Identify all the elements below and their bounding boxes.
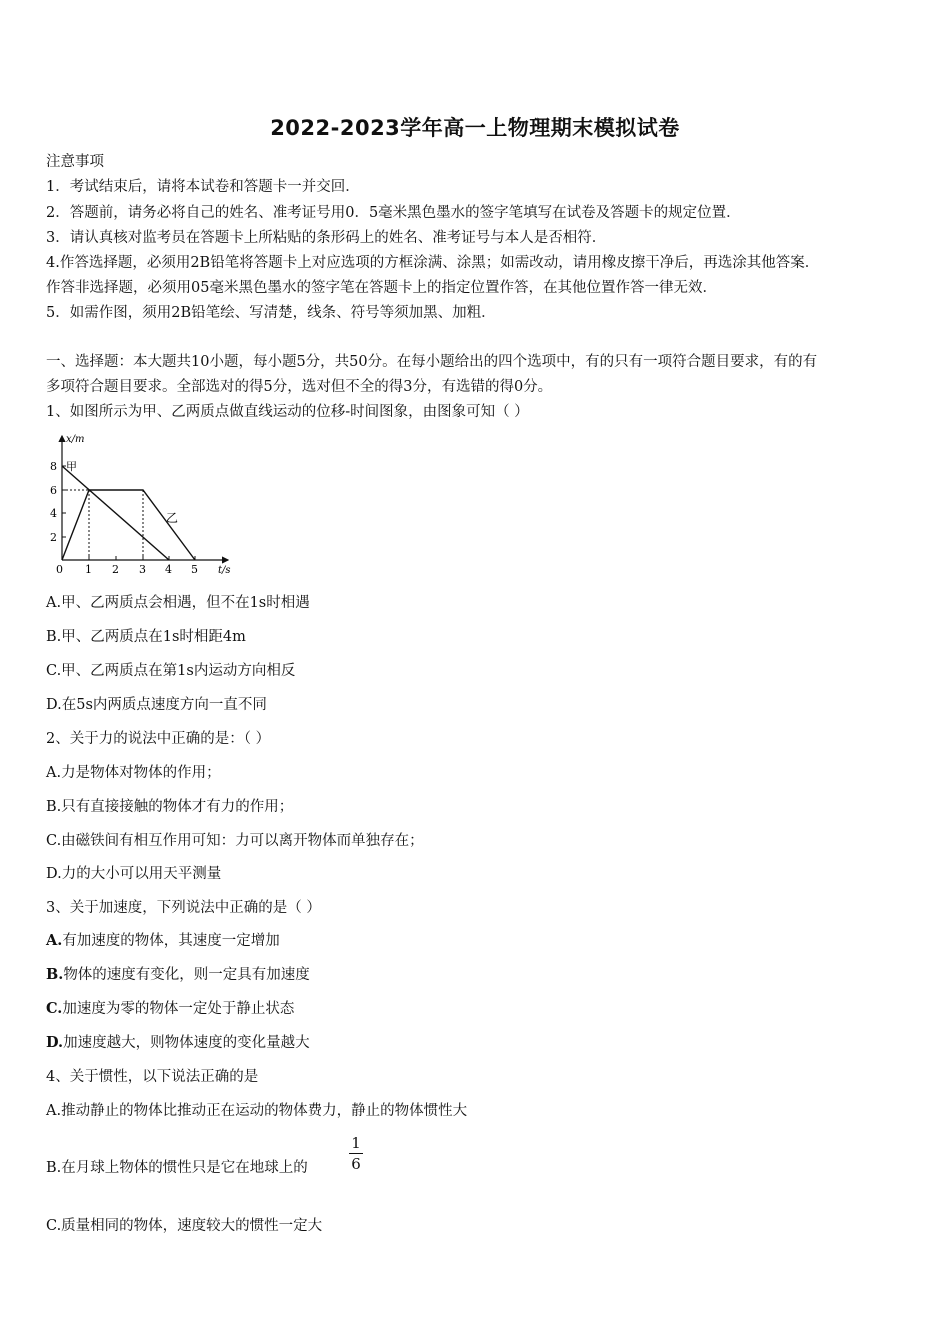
notice-item: 3．请认真核对监考员在答题卡上所粘贴的条形码上的姓名、准考证号与本人是否相符． [46, 230, 607, 246]
notice-item: 2．答题前，请务必将自己的姓名、准考证号用0．5毫米黑色墨水的签字笔填写在试卷及答题卡的规定位置． [46, 205, 741, 221]
x-tick-label: 5 [191, 563, 198, 576]
fraction-numerator: 1 [351, 1134, 361, 1152]
q1-option-b: B.甲、乙两质点在1s时相距4m [46, 629, 246, 645]
q3-option-b: B.物体的速度有变化，则一定具有加速度 [46, 966, 310, 983]
q2-option-b: B.只有直接接触的物体才有力的作用； [46, 799, 294, 815]
x-tick-label: 3 [139, 563, 146, 576]
label-jia: 甲 [66, 460, 77, 473]
label-yi: 乙 [166, 511, 179, 525]
fraction-one-sixth [349, 1134, 363, 1173]
x-tick-label: 1 [85, 563, 92, 576]
x-axis-label: t/s [218, 565, 231, 576]
y-tick-label: 8 [50, 460, 57, 473]
q1-option-d: D.在5s内两质点速度方向一直不同 [46, 697, 267, 713]
notice-item: 1．考试结束后，请将本试卷和答题卡一并交回． [46, 179, 360, 195]
q2-option-c: C.由磁铁间有相互作用可知：力可以离开物体而单独存在； [46, 833, 424, 849]
x-tick-label: 4 [165, 563, 172, 576]
q3-option-d: D.加速度越大，则物体速度的变化量越大 [46, 1034, 310, 1051]
page-title: 2022-2023学年高一上物理期末模拟试卷 [270, 116, 680, 140]
question-2-stem: 2、关于力的说法中正确的是：（ ） [46, 731, 271, 747]
fraction-denominator: 6 [351, 1155, 361, 1173]
notice-heading: 注意事项 [46, 154, 104, 170]
section-heading: 一、选择题：本大题共10小题，每小题5分，共50分。在每小题给出的四个选项中，有的只有一项符合题目要求，有的有 [46, 354, 818, 370]
line-jia [62, 466, 169, 560]
q1-option-a: A.甲、乙两质点会相遇，但不在1s时相遇 [46, 595, 310, 611]
y-axis-label: x/m [66, 434, 85, 445]
section-heading-cont: 多项符合题目要求。全部选对的得5分，选对但不全的得3分，有选错的得0分。 [46, 379, 553, 395]
q4-option-c: C.质量相同的物体，速度较大的惯性一定大 [46, 1218, 323, 1234]
q2-option-a: A.力是物体对物体的作用； [46, 765, 221, 781]
question-3-stem: 3、关于加速度，下列说法中正确的是（ ） [46, 900, 321, 916]
y-tick-label: 6 [50, 484, 57, 497]
q4-option-a: A.推动静止的物体比推动正在运动的物体费力，静止的物体惯性大 [46, 1103, 468, 1119]
q3-option-c: C.加速度为零的物体一定处于静止状态 [46, 1000, 295, 1017]
y-tick-label: 2 [50, 531, 57, 544]
y-tick-label: 4 [50, 507, 57, 520]
q3-option-a: A.有加速度的物体，其速度一定增加 [46, 932, 280, 949]
position-time-graph [40, 430, 240, 578]
q2-option-d: D.力的大小可以用天平测量 [46, 866, 222, 882]
notice-item: 作答非选择题，必须用05毫米黑色墨水的签字笔在答题卡上的指定位置作答，在其他位置作答一律无效． [46, 280, 717, 296]
notice-item: 5．如需作图，须用2B铅笔绘、写清楚，线条、符号等须加黑、加粗． [46, 305, 496, 321]
q1-option-c: C.甲、乙两质点在第1s内运动方向相反 [46, 663, 296, 679]
x-tick-label: 2 [112, 563, 119, 576]
question-1-stem: 1、如图所示为甲、乙两质点做直线运动的位移-时间图象，由图象可知（ ） [46, 404, 529, 420]
q4-option-b: B.在月球上物体的惯性只是它在地球上的 [46, 1160, 308, 1176]
notice-item: 4.作答选择题，必须用2B铅笔将答题卡上对应选项的方框涂满、涂黑；如需改动，请用橡皮擦干净后，再选涂其他答案． [46, 255, 820, 271]
origin-label: 0 [56, 563, 63, 576]
question-4-stem: 4、关于惯性，以下说法正确的是 [46, 1069, 259, 1085]
